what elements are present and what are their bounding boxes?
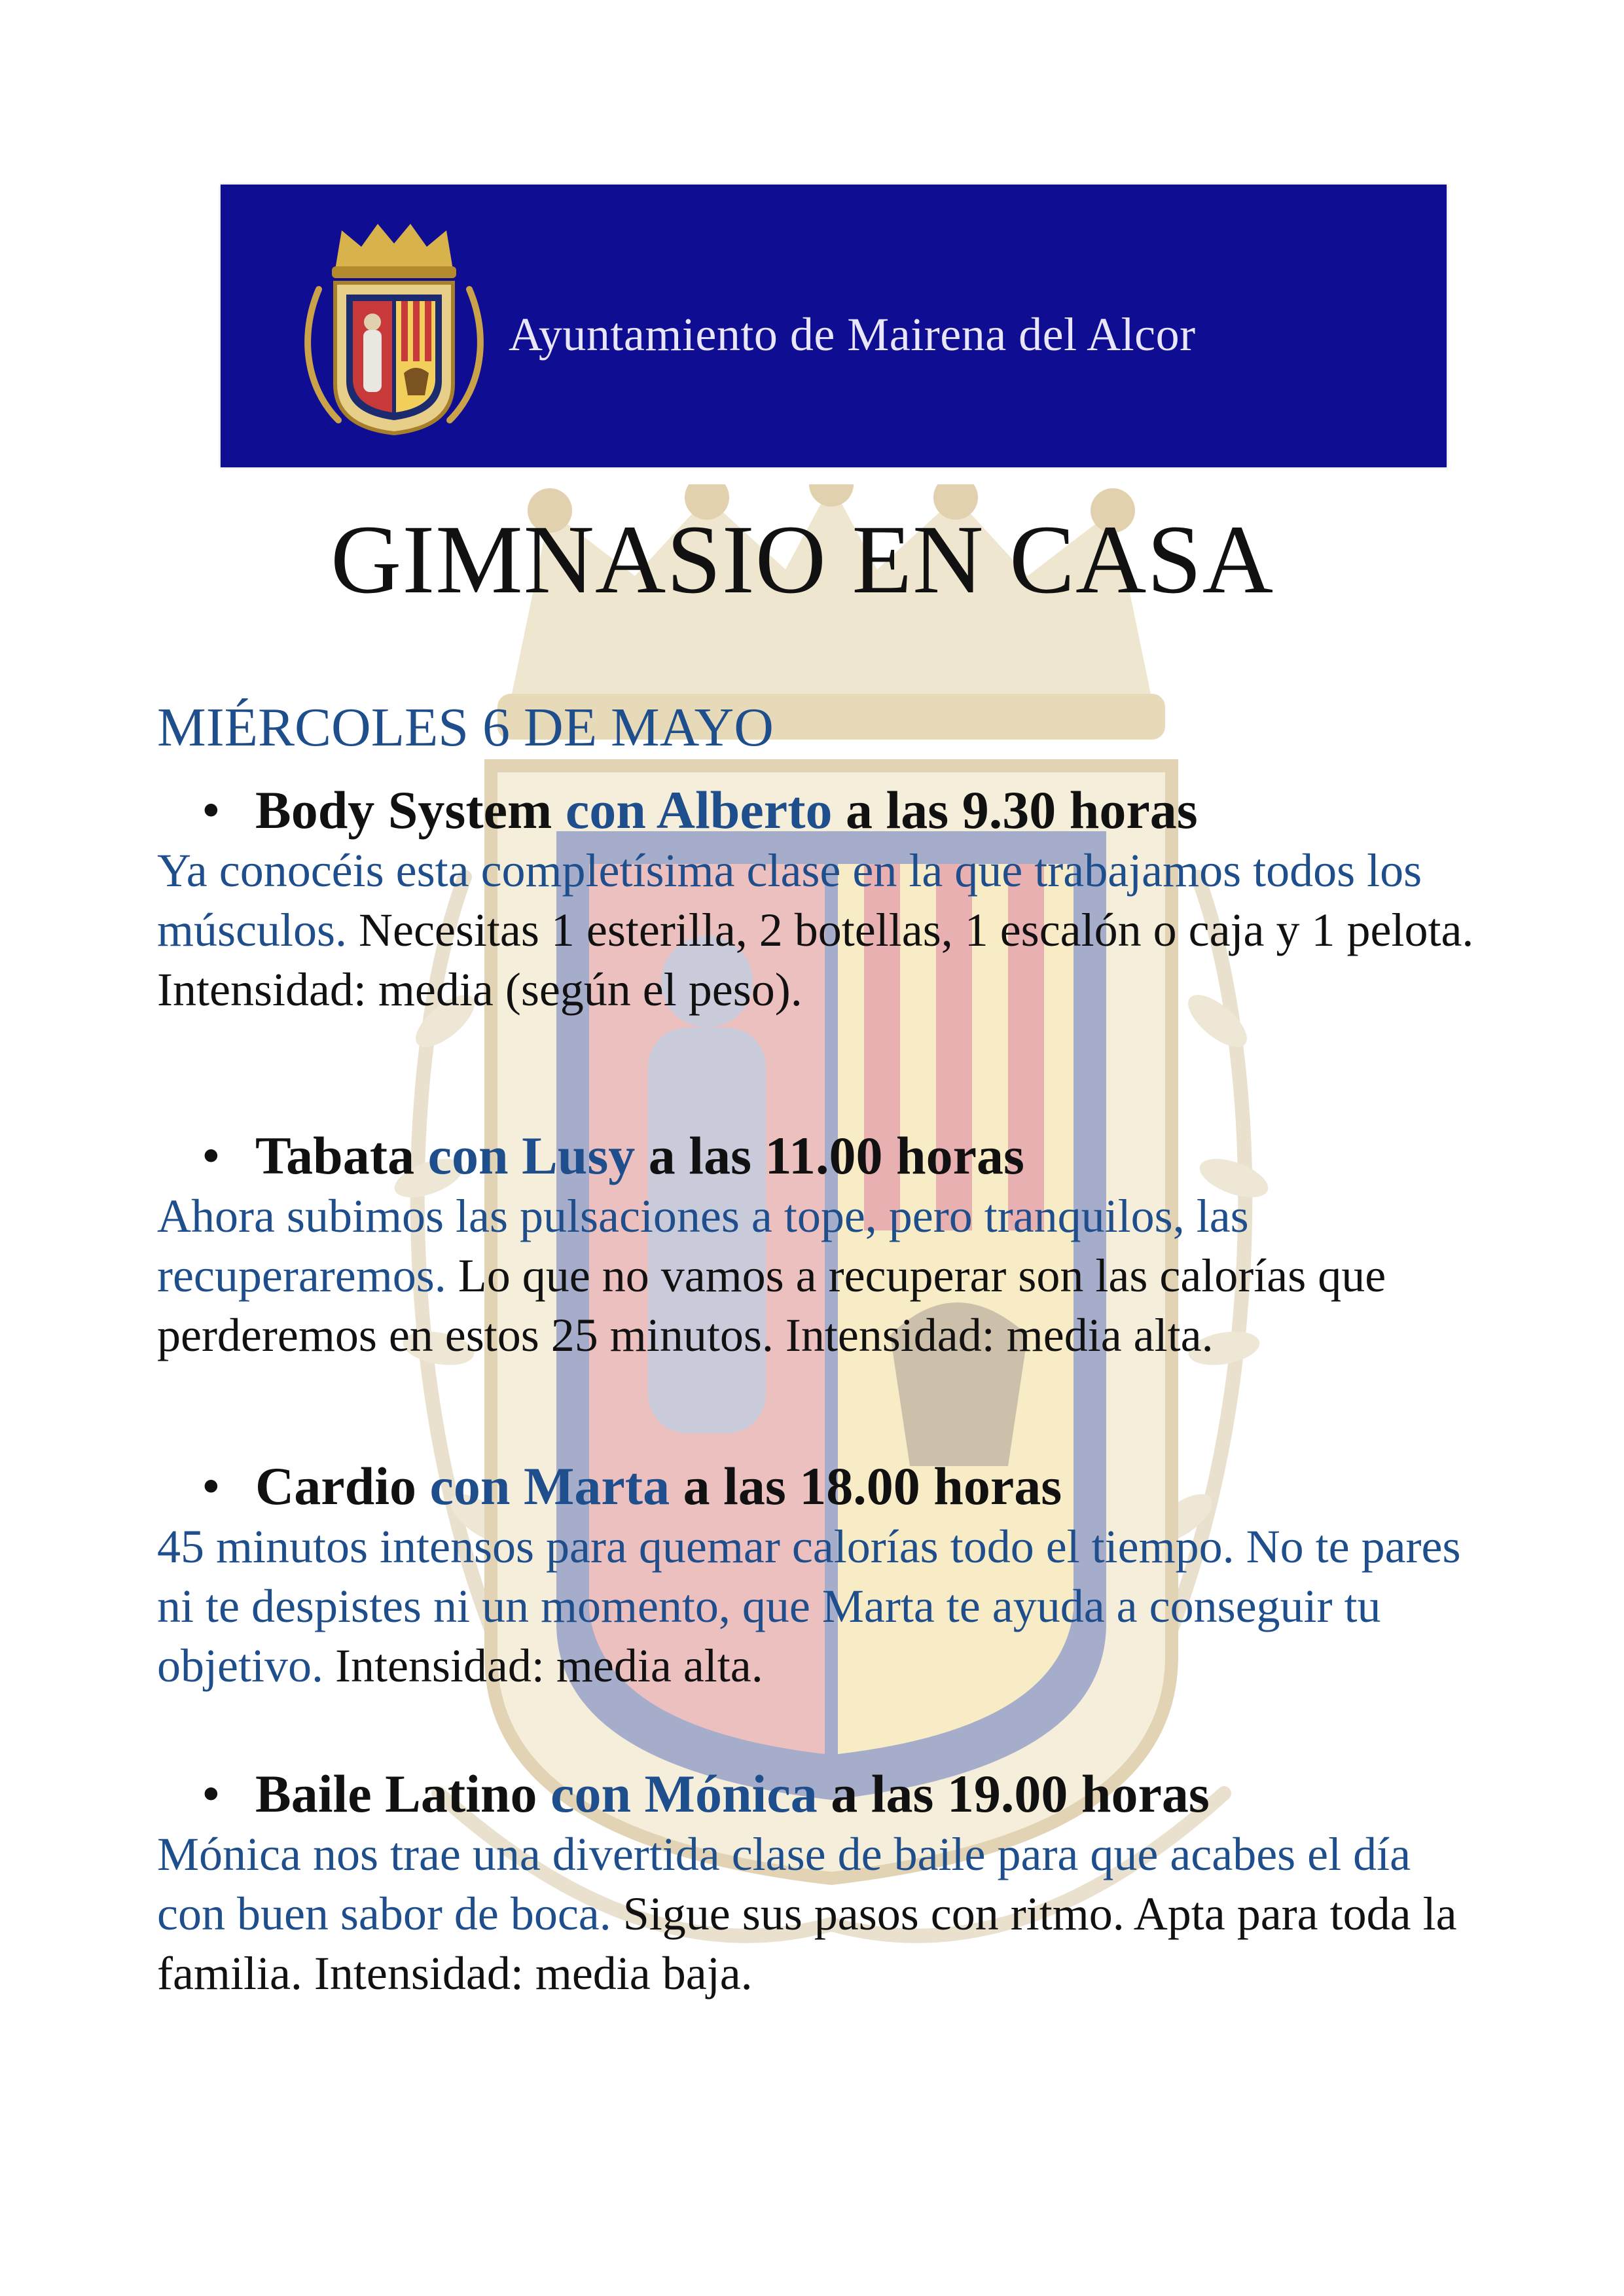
date-heading: MIÉRCOLES 6 DE MAYO (157, 697, 774, 758)
session-body-system (157, 780, 1486, 1020)
session-description (157, 1517, 1486, 1696)
header-banner (221, 185, 1447, 467)
session-activity: Tabata (255, 1126, 415, 1185)
session-description (157, 1187, 1486, 1365)
page-title: GIMNASIO EN CASA (331, 505, 1274, 614)
session-time: a las 9.30 horas (846, 780, 1198, 840)
session-instructor: con Marta (429, 1456, 670, 1516)
session-description-details: Lo que no vamos a recuperar son las calorías que perderemos en estos 25 minutos. Intensidad: media alta. (157, 1249, 1386, 1361)
session-activity: Cardio (255, 1456, 416, 1516)
session-activity: Body System (255, 780, 552, 840)
session-time: a las 18.00 horas (683, 1456, 1062, 1516)
session-activity: Baile Latino (255, 1764, 537, 1823)
session-heading (157, 1764, 1486, 1823)
session-instructor: con Lusy (427, 1126, 636, 1185)
bullet-icon: • (202, 1764, 221, 1823)
session-heading (157, 1126, 1486, 1185)
session-tabata (157, 1126, 1486, 1365)
session-description-highlight: Ya conocéis esta completísima clase en la que trabajamos todos los músculos. (157, 844, 1422, 956)
session-instructor: con Mónica (550, 1764, 818, 1823)
session-description-highlight: 45 minutos intensos para quemar calorías todo el tiempo. No te pares ni te despistes ni un momento, que Marta te ayuda a conseguir tu objetivo. (157, 1520, 1461, 1692)
session-cardio (157, 1456, 1486, 1696)
municipal-crest-logo (299, 217, 489, 440)
session-description (157, 841, 1486, 1020)
session-description-details: Intensidad: media alta. (323, 1640, 763, 1692)
session-heading (157, 780, 1486, 840)
bullet-icon: • (202, 1456, 221, 1516)
session-description-highlight: Mónica nos trae una divertida clase de baile para que acabes el día con buen sabor de boca. (157, 1828, 1411, 1940)
bullet-icon: • (202, 780, 221, 840)
session-baile-latino (157, 1764, 1486, 2003)
session-description-details: Necesitas 1 esterilla, 2 botellas, 1 escalón o caja y 1 pelota. Intensidad: media (según el peso). (157, 904, 1474, 1016)
session-instructor: con Alberto (565, 780, 833, 840)
session-heading (157, 1456, 1486, 1516)
bullet-icon: • (202, 1126, 221, 1185)
session-description-highlight: Ahora subimos las pulsaciones a tope, pero tranquilos, las recuperaremos. (157, 1190, 1249, 1302)
banner-title: Ayuntamiento de Mairena del Alcor (509, 308, 1196, 361)
session-description-details: Sigue sus pasos con ritmo. Apta para toda la familia. Intensidad: media baja. (157, 1888, 1457, 2000)
session-description (157, 1825, 1486, 2003)
session-time: a las 19.00 horas (831, 1764, 1210, 1823)
session-time: a las 11.00 horas (648, 1126, 1024, 1185)
